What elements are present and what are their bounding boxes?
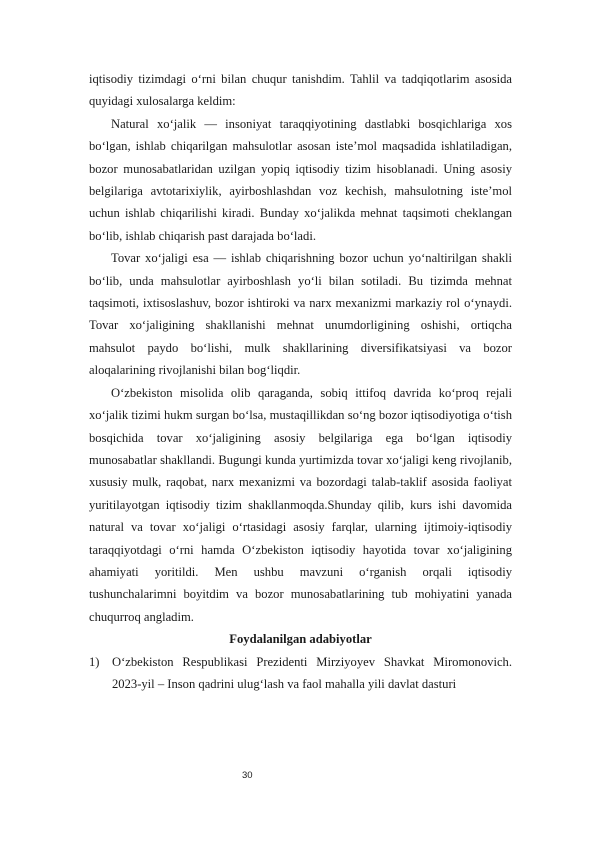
references-heading: Foydalanilgan adabiyotlar: [229, 632, 372, 647]
paragraph-continuation: iqtisodiy tizimdagi o‘rni bilan chuqur tanishdim. Tahlil va tadqiqotlarim asosida quyidagi xulosalarga keldim:: [89, 72, 512, 109]
page-number: 30: [242, 770, 253, 781]
paragraph-uzbekistan-example: O‘zbekiston misolida olib qaraganda, sobiq ittifoq davrida ko‘proq rejali xo‘jalik tizimi hukm surgan bo‘lsa, mustaqillikdan so‘ng bozor iqtisodiyotiga o‘tish bosqichida tovar xo‘jaligining asosiy belgilariga ega bo‘lgan iqtisodiy munosabatlar shakllandi. Bugungi kunda yurtimizda tovar xo‘jaligi keng rivojlanib, xususiy mulk, raqobat, narx mexanizmi va bozordagi talab-taklif asosida faoliyat yuritilayotgan iqtisodiy tizim shakllanmoqda.Shunday qilib, kurs ishi davomida natural va tovar xo‘jaligi o‘rtasidagi asosiy farqlar, ularning ijtimoiy-iqtisodiy taraqqiyotdagi o‘rni hamda O‘zbekiston iqtisodiy hayotida tovar xo‘jaligining ahamiyati yoritildi. Men ushbu mavzuni o‘rganish orqali iqtisodiy tushunchalarimni boyitdim va bozor munosabatlarining tub mohiyatini yanada chuqurroq angladim.: [89, 385, 512, 624]
reference-text: O‘zbekiston Respublikasi Prezidenti Mirziyoyev Shavkat Miromonovich. 2023-yil – Inson qadrini ulug‘lash va faol mahalla yili davlat dasturi: [112, 654, 512, 691]
paragraph-natural-economy: Natural xo‘jalik — insoniyat taraqqiyotining dastlabki bosqichlariga xos bo‘lgan, ishlab chiqarilgan mahsulotlar asosan iste’mol maqsadida ishlatiladigan, bozor munosabatlaridan uzilgan yopiq iqtisodiy tizim hisoblanadi. Uning asosiy belgilariga avtotarixiylik, ayirboshlashdan voz kechish, mahsulotning iste’mol uchun ishlab chiqarilishi kiradi. Bunday xo‘jalikda mehnat taqsimoti cheklangan bo‘lib, ishlab chiqarish past darajada bo‘ladi.: [89, 116, 512, 243]
reference-number: 1): [89, 654, 100, 669]
references-list: [89, 651, 512, 696]
reference-item: [89, 651, 512, 696]
paragraph-commodity-economy: Tovar xo‘jaligi esa — ishlab chiqarishning bozor uchun yo‘naltirilgan shakli bo‘lib, unda mahsulotlar ayirboshlash yo‘li bilan sotiladi. Bu tizimda mehnat taqsimoti, ixtisoslashuv, bozor ishtiroki va narx mexanizmi markaziy rol o‘ynaydi. Tovar xo‘jaligining shakllanishi mehnat unumdorligining oshishi, ortiqcha mahsulot paydo bo‘lishi, mulk shakllarining diversifikatsiyasi va bozor aloqalarining rivojlanishi bilan bog‘liqdir.: [89, 251, 512, 378]
page-content: [89, 68, 512, 695]
